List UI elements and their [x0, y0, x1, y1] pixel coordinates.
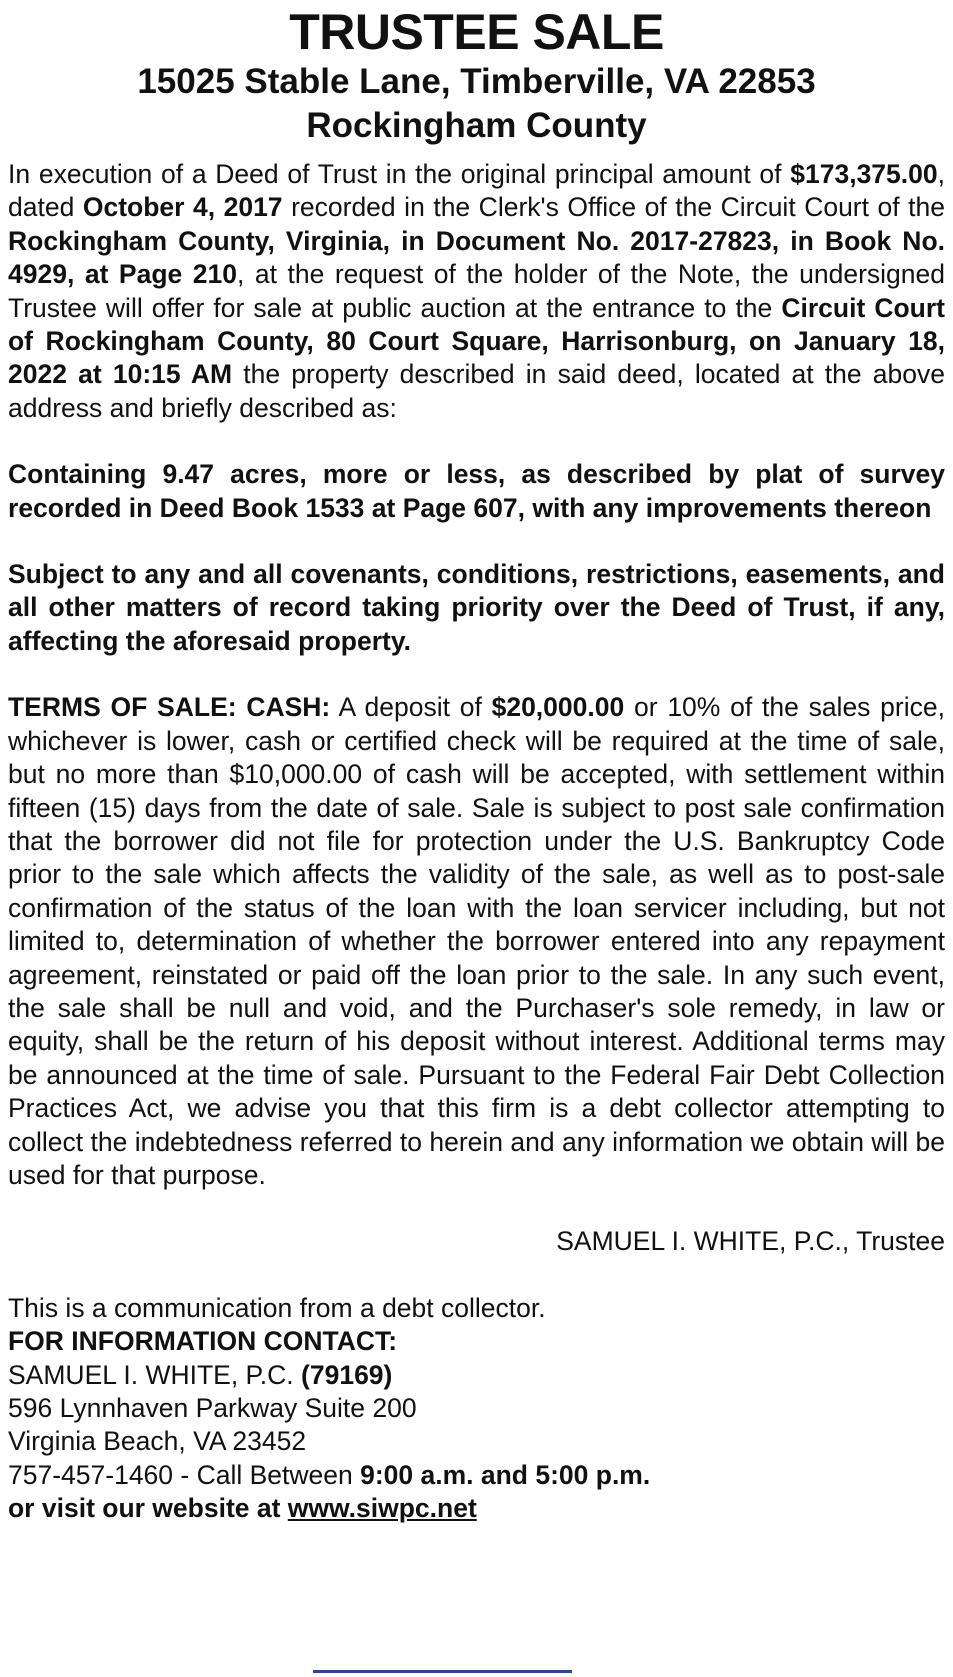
deed-text-2: , dated: [8, 159, 945, 223]
deposit-amount: $20,000.00: [491, 692, 625, 723]
trustee-signature: SAMUEL I. WHITE, P.C., Trustee: [556, 1226, 945, 1257]
terms-text-1: A deposit of: [330, 692, 492, 723]
phone-line: [8, 1459, 945, 1492]
property-description: Containing 9.47 acres, more or less, as described by plat of survey recorded in Deed Book 1533 at Page 607, with any improvements thereon: [8, 459, 945, 523]
county-name: Rockingham County: [306, 106, 647, 145]
principal-amount: $173,375.00: [790, 159, 938, 189]
website-link[interactable]: www.siwpc.net: [287, 1493, 477, 1524]
website-prefix: or visit our website at: [8, 1493, 288, 1524]
covenants-paragraph: Subject to any and all covenants, conditions, restrictions, easements, and all other matters of record taking priority over the Deed of Trust, if any, affecting the aforesaid property.: [8, 559, 945, 656]
notice-title: TRUSTEE SALE: [289, 4, 664, 60]
sale-location-date: Circuit Court of Rockingham County, 80 Court Square, Harrisonburg, on January 18, 2022 at 10:15 AM: [8, 292, 945, 390]
contact-heading: FOR INFORMATION CONTACT:: [8, 1326, 398, 1357]
firm-id: (79169): [301, 1359, 393, 1390]
deed-paragraph: [8, 158, 945, 425]
recording-info: Rockingham County, Virginia, in Document No. 2017-27823, in Book No. 4929, at Page 210: [8, 225, 945, 290]
contact-block: [8, 1292, 945, 1526]
city-state-zip: Virginia Beach, VA 23452: [8, 1426, 307, 1457]
business-hours: 9:00 a.m. and 5:00 p.m.: [360, 1459, 651, 1490]
deed-text-5: the property described in said deed, located at the above address and briefly described as:: [8, 359, 946, 423]
terms-paragraph: [8, 691, 945, 1192]
deed-text-3: recorded in the Clerk's Office of the Circuit Court of the: [282, 192, 945, 223]
deed-date: October 4, 2017: [82, 192, 283, 223]
firm-line: [8, 1359, 945, 1392]
terms-text-2: or 10% of the sales price, whichever is lower, cash or certified check will be required at the time of sale, but no more than $10,000.00 of cash will be accepted, with settlement within fifteen (15) days from the date of sale. Sale is subject to post sale confirmation that the borrower did not file for protection under the U.S. Bankruptcy Code prior to the sale which affects the validity of the sale, as well as to post-sale confirmation of the status of the loan with the loan servicer including, but not limited to, determination of whether the borrower entered into any repayment agreement, reinstated or paid off the loan prior to the sale. In any such event, the sale shall be null and void, and the Purchaser's sole remedy, in law or equity, shall be the return of his deposit without interest. Additional terms may be announced at the time of sale. Pursuant to the Federal Fair Debt Collection Practices Act, we advise you that this firm is a debt collector attempting to collect the indebtedness referred to herein and any information we obtain will be used for that purpose.: [8, 692, 945, 1190]
website-line: [8, 1492, 945, 1525]
terms-label: TERMS OF SALE: CASH:: [8, 692, 331, 723]
property-address: 15025 Stable Lane, Timberville, VA 22853: [137, 62, 816, 101]
firm-name: SAMUEL I. WHITE, P.C.: [8, 1359, 302, 1390]
debt-collector-notice: This is a communication from a debt collector.: [8, 1292, 546, 1323]
deed-text-1: In execution of a Deed of Trust in the original principal amount of: [8, 159, 791, 189]
phone-number: 757-457-1460 - Call Between: [8, 1459, 361, 1490]
street-address: 596 Lynnhaven Parkway Suite 200: [8, 1393, 417, 1423]
underline-rule: [313, 1670, 572, 1673]
deed-text-4: , at the request of the holder of the Note, the undersigned Trustee will offer for sale at public auction at the entrance to the: [8, 259, 945, 323]
